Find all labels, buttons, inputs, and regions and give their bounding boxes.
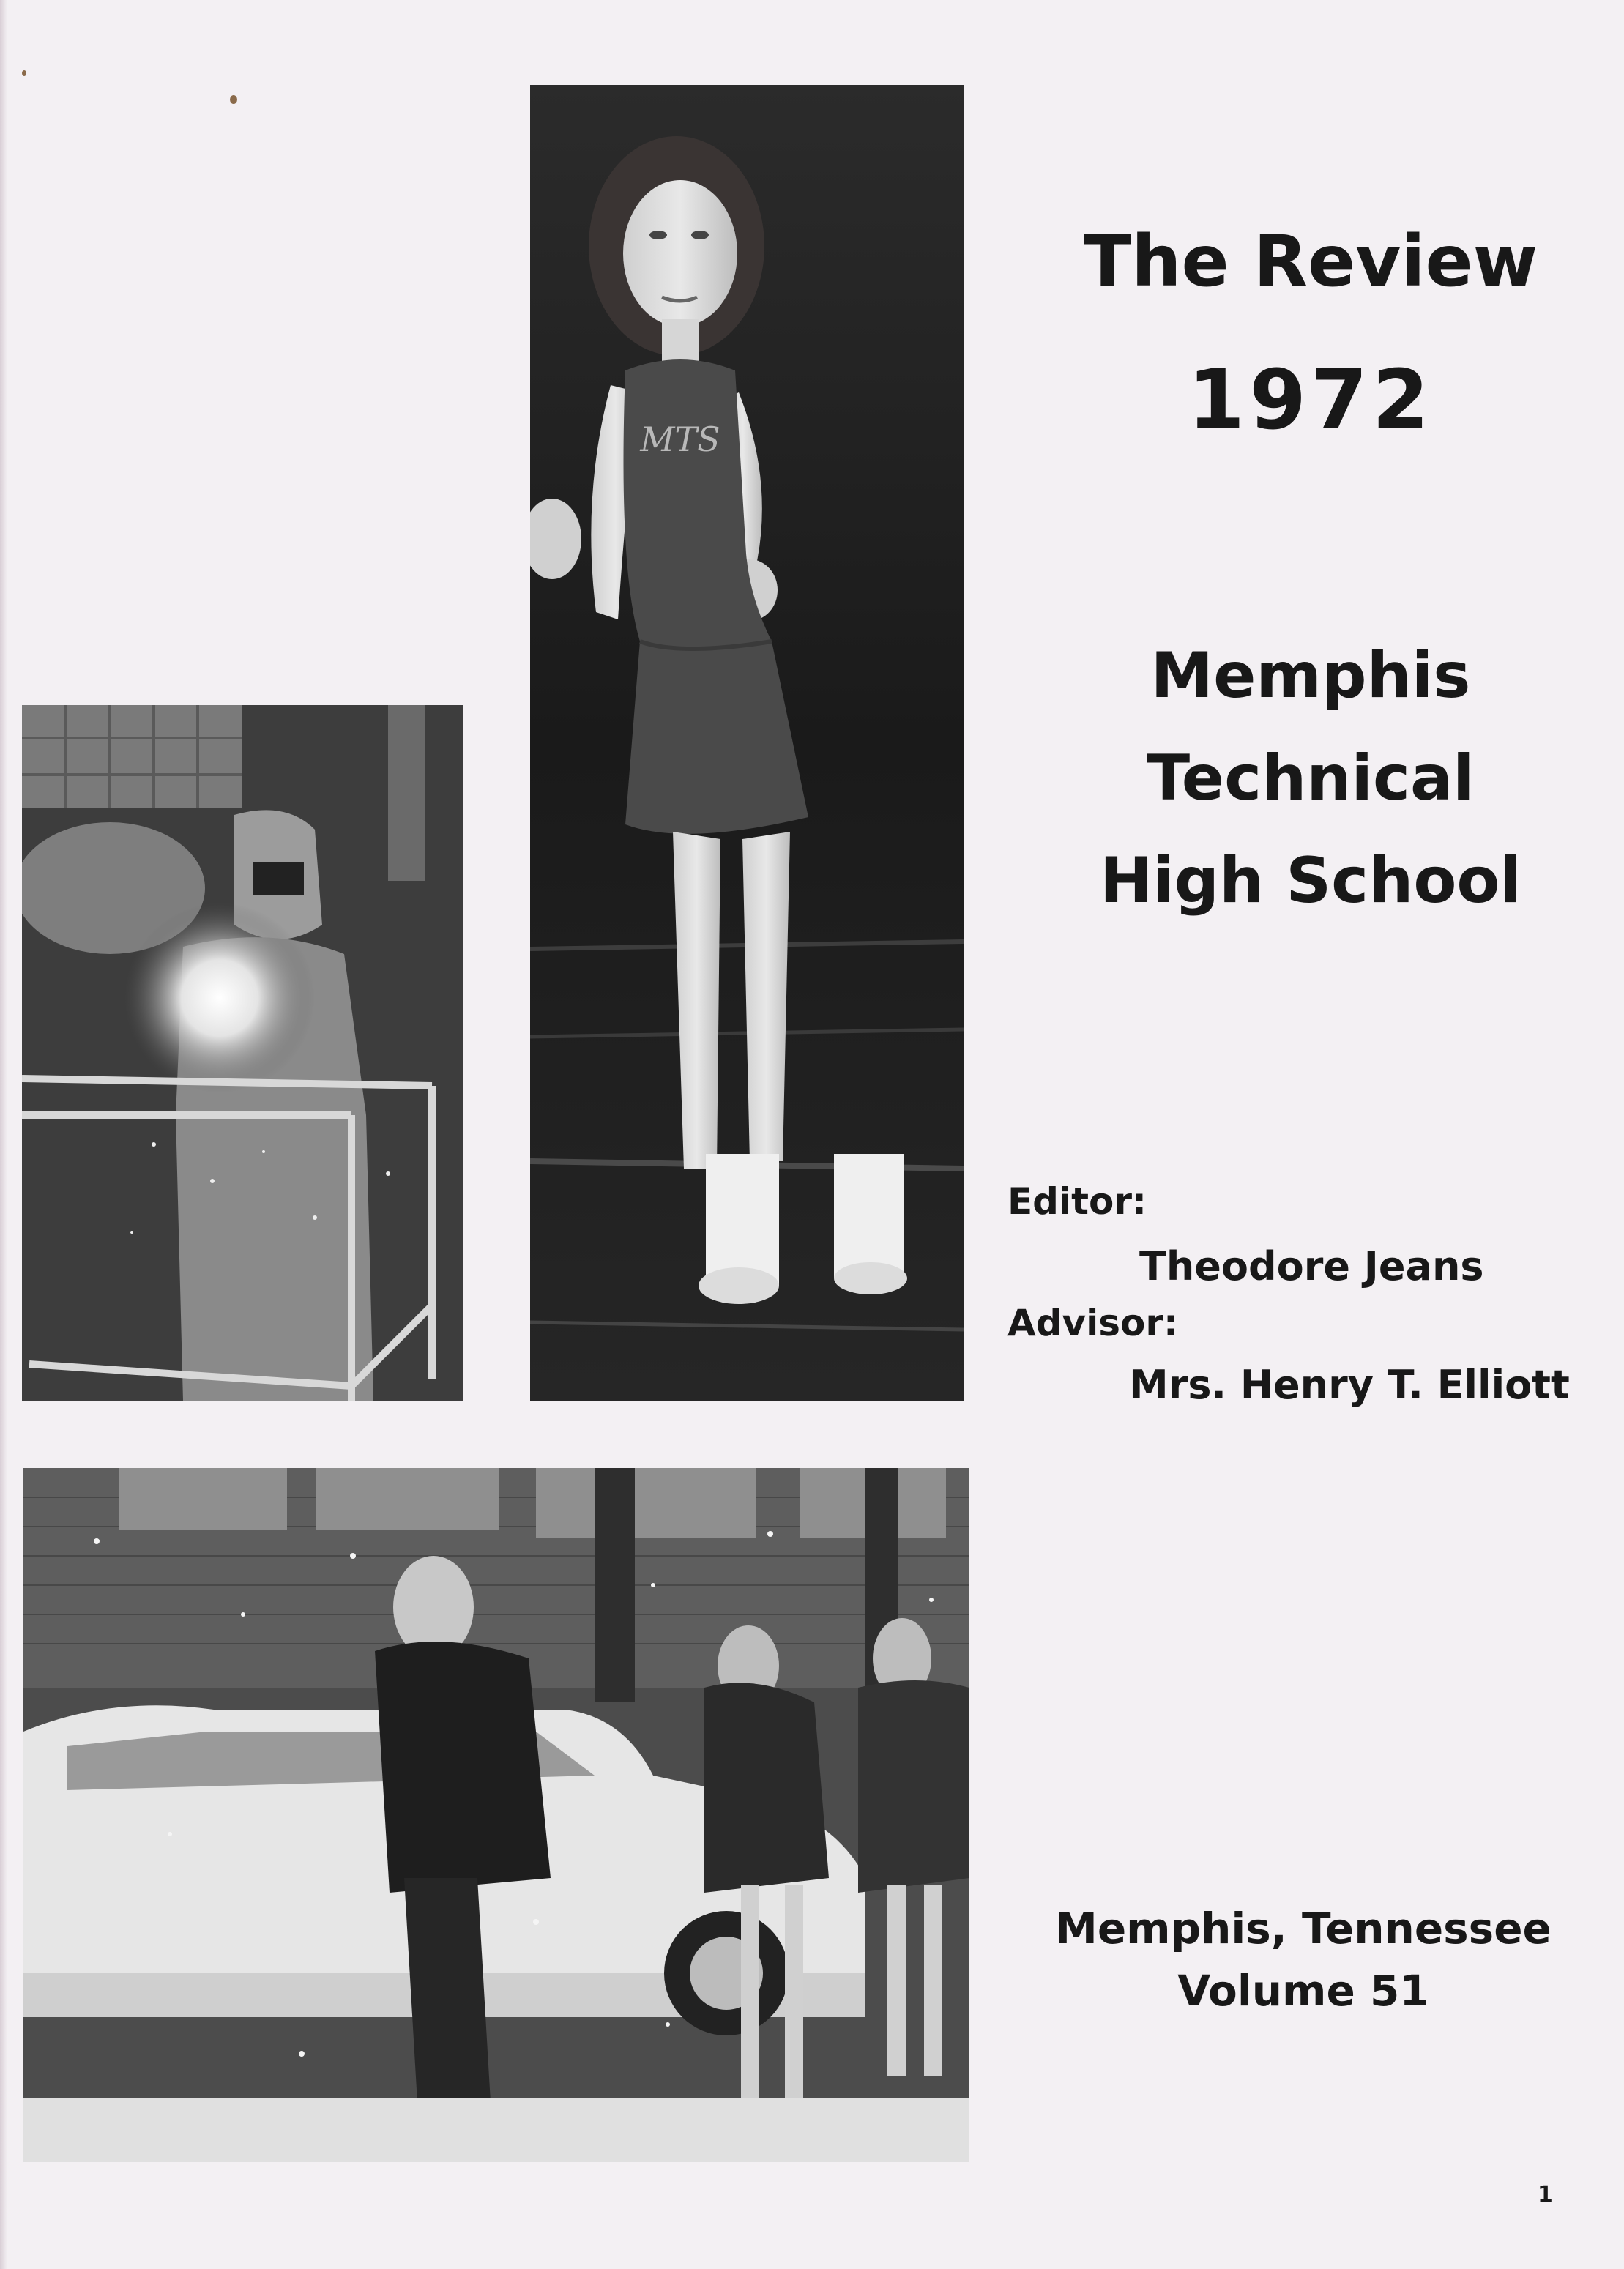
volume-number: Volume 51 [1177,1966,1429,2016]
advisor-label: Advisor: [1007,1302,1178,1344]
majorette-photo [530,85,964,1401]
snow-car-photo [23,1468,969,2162]
yearbook-title: The Review [1083,220,1538,302]
dress-monogram: MTS [640,420,720,459]
page-edge [0,0,7,2269]
location: Memphis, Tennessee [1055,1904,1552,1953]
paper-speck [230,95,237,104]
yearbook-year: 1972 [1188,353,1434,448]
school-name-line: Technical [1147,742,1475,815]
school-name-line: Memphis [1150,639,1471,712]
editor-name: Theodore Jeans [1139,1243,1484,1289]
school-name-line: High School [1100,844,1521,917]
welder-photo [22,705,463,1401]
paper-speck [22,70,26,76]
editor-label: Editor: [1007,1180,1147,1223]
page-number: 1 [1538,2182,1553,2207]
advisor-name: Mrs. Henry T. Elliott [1129,1362,1570,1408]
